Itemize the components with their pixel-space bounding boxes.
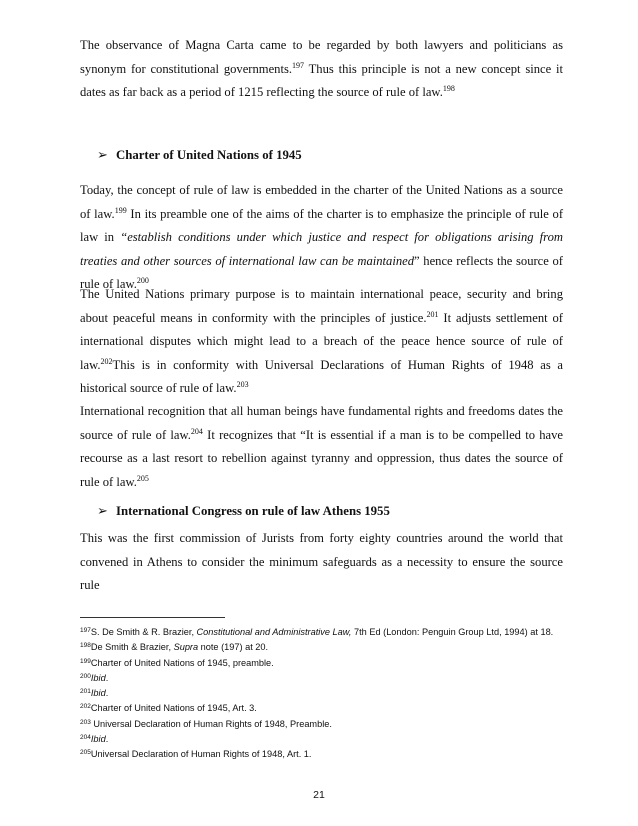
- footnote-text: .: [105, 688, 109, 699]
- footnote-ref[interactable]: 198: [442, 84, 455, 93]
- footnote-text: De Smith & Brazier,: [90, 642, 174, 653]
- paragraph-text: In its preamble one of the aims of the charter is to emphasize the principle of rule of law in: [80, 206, 564, 244]
- footnote-ref[interactable]: 197: [292, 60, 305, 70]
- paragraph-text: Thus this principle is not a new concept since it dates as far back as a period of 1215 reflecting the source of rule of law.: [80, 61, 563, 99]
- paragraph-text: Today, the concept of rule of law is embedded in the charter of the United Nations as a source of law.: [80, 183, 563, 221]
- paragraph-text: The United Nations primary purpose is to maintain international peace, security and bring about peaceful means in conformity with the principles of justice.: [80, 287, 563, 325]
- footnote-number: 197: [80, 627, 91, 634]
- footnote-ref[interactable]: 201: [426, 309, 439, 319]
- footnote-ref[interactable]: 200: [136, 276, 149, 285]
- footnote-number: 204: [80, 734, 91, 742]
- footnote-item: [80, 747, 570, 762]
- footnote-text: Charter of United Nations of 1945, Art. 3.: [90, 703, 257, 714]
- footnote-italic: Ibid: [90, 734, 106, 745]
- footnote-ref[interactable]: 203: [236, 380, 249, 389]
- footnotes: [80, 625, 570, 763]
- footnote-text: 7th Ed (London: Penguin Group Ltd, 1994) at 18.: [351, 627, 554, 637]
- footnote-item: [80, 625, 570, 640]
- paragraph-text: International recognition that all human beings have fundamental rights and freedoms dates the source of rule of law.: [80, 404, 563, 442]
- paragraph-athens-commission: [80, 527, 563, 598]
- footnote-item: [80, 686, 570, 701]
- footnote-text: .: [105, 672, 109, 683]
- paragraph-international-recognition: [80, 400, 563, 494]
- footnote-item: [80, 717, 570, 732]
- arrow-bullet-icon: ➢: [97, 504, 108, 518]
- paragraph-text: This is in conformity with Universal Declarations of Human Rights of 1948 as a historical source of rule of law.: [80, 357, 563, 395]
- footnote-item: [80, 656, 570, 671]
- paragraph-text: ” hence reflects the source of rule of law.: [80, 253, 563, 291]
- arrow-bullet-icon: ➢: [97, 148, 108, 162]
- section-heading-un-charter: [97, 148, 302, 163]
- heading-text: Charter of United Nations of 1945: [116, 148, 302, 162]
- footnote-ref[interactable]: 199: [114, 205, 127, 215]
- footnote-number: 198: [80, 642, 91, 650]
- footnote-text: S. De Smith & R. Brazier,: [90, 627, 197, 637]
- footnote-number: 203: [80, 718, 91, 726]
- footnote-item: [80, 701, 570, 716]
- paragraph-text: It adjusts settlement of international disputes which might lead to a breach of the peace hence source of rule of law.: [80, 310, 563, 372]
- footnote-ref[interactable]: 202: [100, 356, 113, 366]
- footnote-item: [80, 640, 570, 655]
- footnote-italic: Supra: [173, 642, 199, 653]
- footnote-number: 201: [80, 688, 91, 696]
- page-number: 21: [313, 789, 325, 801]
- footnote-text: Universal Declaration of Human Rights of 1948, Art. 1.: [90, 749, 312, 760]
- footnote-number: 205: [80, 749, 91, 757]
- footnote-text: note (197) at 20.: [198, 642, 269, 653]
- footnote-ref[interactable]: 204: [190, 426, 203, 436]
- paragraph-text: It recognizes that “It is essential if a man is to be compelled to have recourse as a last resort to rebellion against tyranny and oppression, thus dates the source of rule of law.: [80, 427, 564, 489]
- paragraph-un-charter: [80, 179, 563, 297]
- paragraph-text: This was the first commission of Jurists from forty eighty countries around the world that convened in Athens to consider the minimum safeguards as a necessity to ensure the source rule: [80, 531, 563, 592]
- footnote-item: [80, 671, 570, 686]
- heading-text: International Congress on rule of law Athens 1955: [116, 504, 390, 518]
- footnote-ref[interactable]: 205: [136, 473, 149, 483]
- paragraph-un-purpose: [80, 283, 563, 401]
- footnote-italic: Ibid: [90, 688, 106, 699]
- quoted-text: “establish conditions under which justice and respect for obligations arising from treaties and other sources of international law can be maintained: [80, 230, 563, 268]
- footnote-number: 200: [80, 672, 91, 680]
- footnote-text: .: [105, 734, 109, 745]
- footnote-italic: Constitutional and Administrative Law,: [196, 627, 352, 637]
- footnote-text: Charter of United Nations of 1945, preamble.: [90, 657, 274, 668]
- footnote-number: 199: [80, 657, 91, 665]
- section-heading-athens-congress: [97, 504, 390, 519]
- footnote-separator: [80, 617, 225, 618]
- paragraph-magna-carta: [80, 34, 563, 105]
- footnote-item: [80, 732, 570, 747]
- paragraph-text: The observance of Magna Carta came to be regarded by both lawyers and politicians as synonym for constitutional governments.: [80, 38, 563, 76]
- footnote-number: 202: [80, 703, 91, 711]
- footnote-italic: Ibid: [90, 672, 106, 683]
- footnote-text: Universal Declaration of Human Rights of 1948, Preamble.: [90, 718, 332, 729]
